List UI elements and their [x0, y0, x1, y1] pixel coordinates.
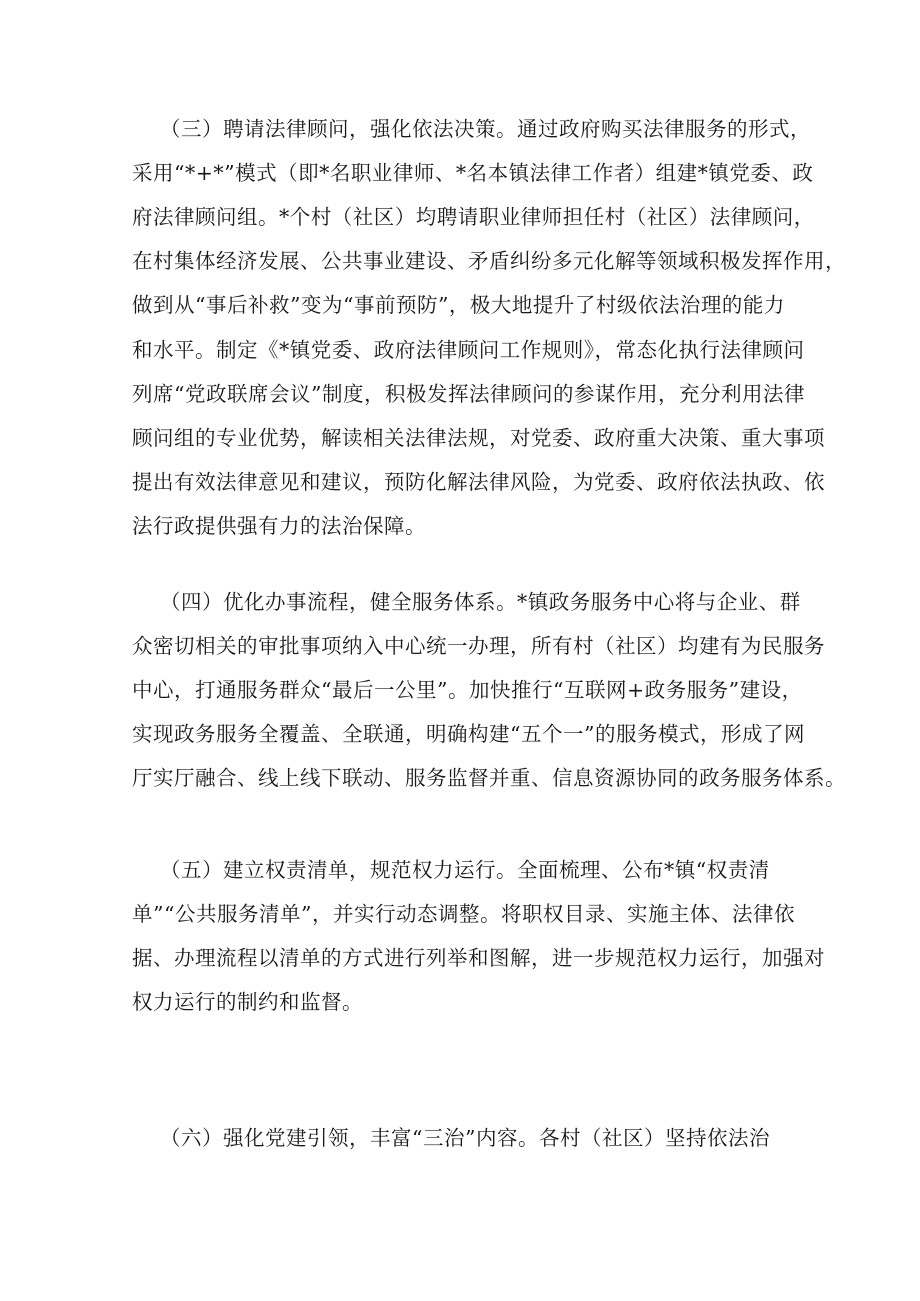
text-line: 单”“公共服务清单”，并实行动态调整。将职权目录、实施主体、法律依: [132, 902, 795, 926]
text-line: 和水平。制定《*镇党委、政府法律顾问工作规则》，常态化执行法律顾问: [132, 338, 805, 362]
text-line: 实现政务服务全覆盖、全联通，明确构建“五个一”的服务模式，形成了网: [132, 722, 805, 746]
text-line: 厅实厅融合、线上线下联动、服务监督并重、信息资源协同的政务服务体系。: [132, 766, 846, 790]
text-line: 法行政提供强有力的法治保障。: [132, 514, 426, 538]
text-line: 众密切相关的审批事项纳入中心统一办理，所有村（社区）均建有为民服务: [132, 634, 825, 658]
text-line: 提出有效法律意见和建议，预防化解法律风险，为党委、政府依法执政、依: [132, 470, 825, 494]
text-line: 列席“党政联席会议”制度，积极发挥法律顾问的参谋作用，充分利用法律: [132, 382, 805, 406]
text-line: （六）强化党建引领，丰富“三治”内容。各村（社区）坚持依法治: [160, 1126, 770, 1150]
text-line: 府法律顾问组。*个村（社区）均聘请职业律师担任村（社区）法律顾问，: [132, 205, 815, 229]
text-line: （三）聘请法律顾问，强化依法决策。通过政府购买法律服务的形式，: [160, 117, 811, 141]
text-line: （五）建立权责清单，规范权力运行。全面梳理、公布*镇“权责清: [160, 858, 770, 882]
text-line: （四）优化办事流程，健全服务体系。*镇政务服务中心将与企业、群: [160, 590, 801, 614]
text-line: 在村集体经济发展、公共事业建设、矛盾纠纷多元化解等领域积极发挥作用，: [132, 249, 846, 273]
text-line: 据、办理流程以清单的方式进行列举和图解，进一步规范权力运行，加强对: [132, 946, 825, 970]
text-line: 做到从“事后补救”变为“事前预防”，极大地提升了村级依法治理的能力: [132, 293, 785, 317]
text-line: 采用“*+*”模式（即*名职业律师、*名本镇法律工作者）组建*镇党委、政: [132, 161, 814, 185]
text-line: 中心，打通服务群众“最后一公里”。加快推行“互联网+政务服务”建设，: [132, 678, 803, 702]
text-line: 顾问组的专业优势，解读相关法律法规，对党委、政府重大决策、重大事项: [132, 426, 825, 450]
text-line: 权力运行的制约和监督。: [132, 990, 363, 1014]
